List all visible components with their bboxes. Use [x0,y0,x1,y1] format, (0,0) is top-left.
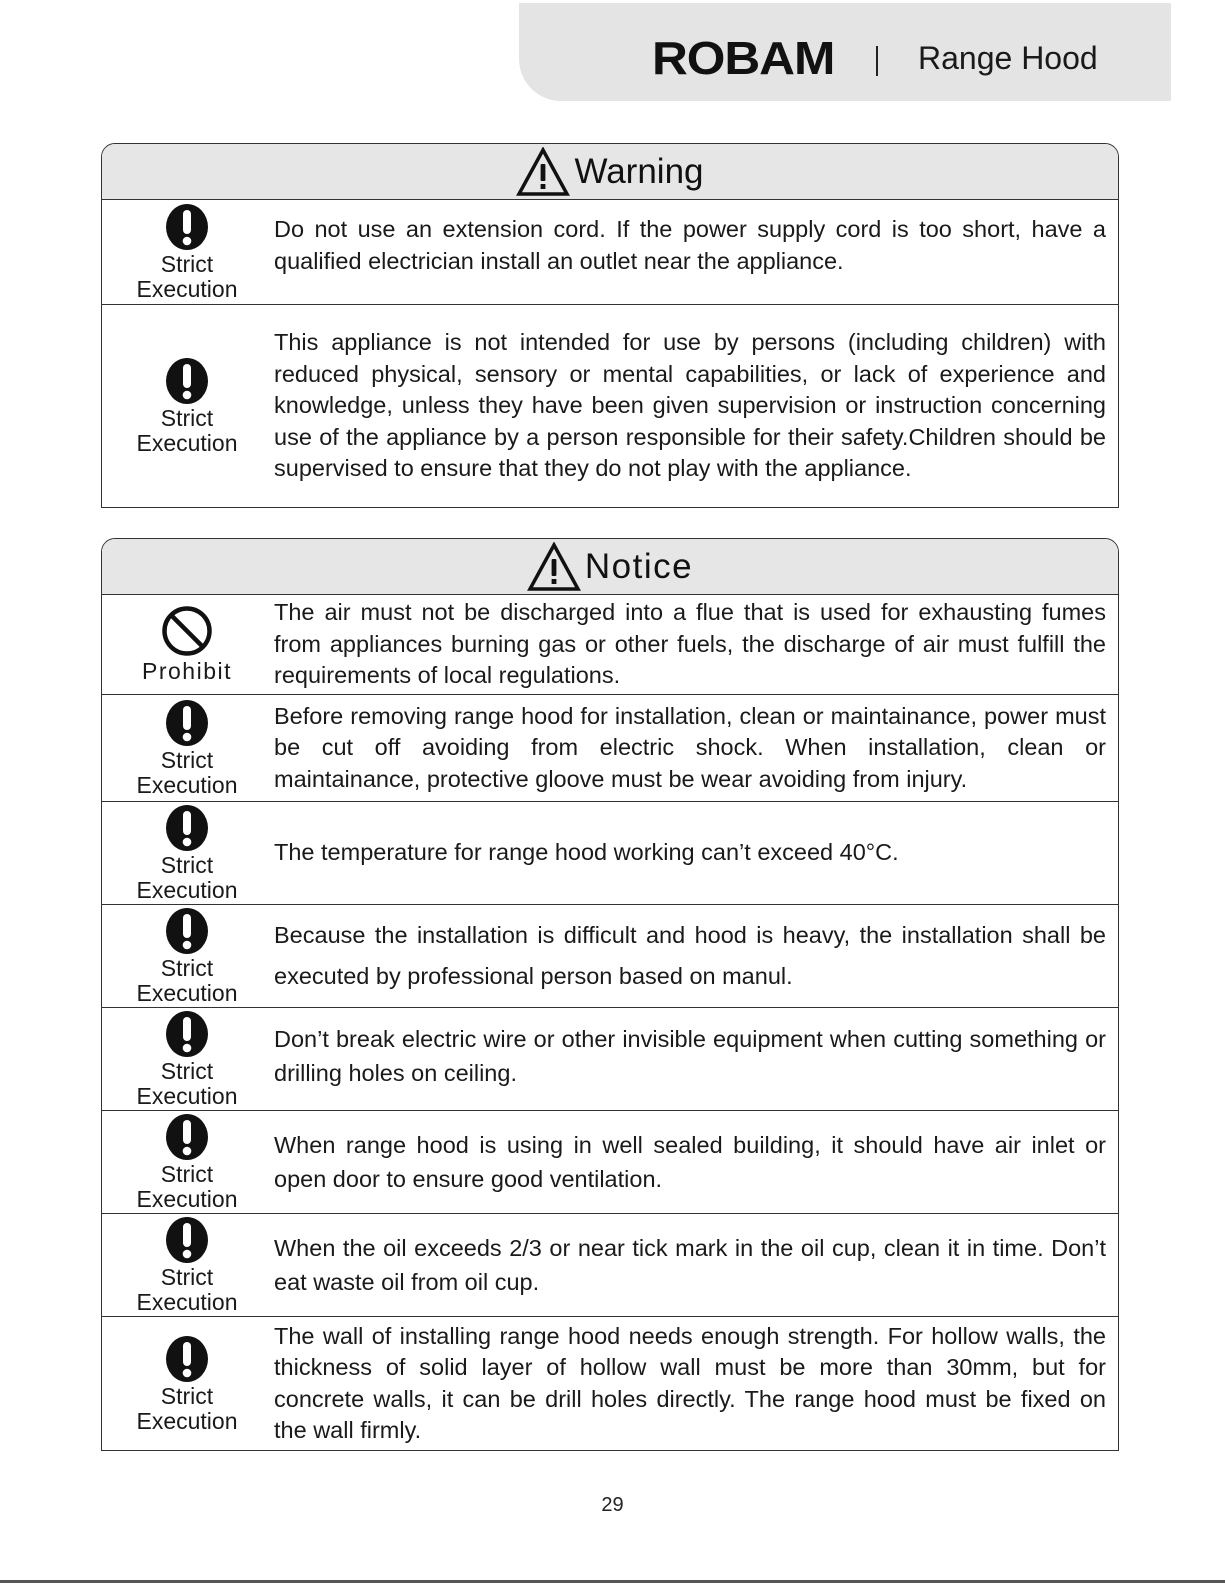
warning-row [102,200,1118,305]
symbol-label: Strict [160,747,214,773]
instruction-text: When the oil exceeds 2/3 or near tick mark in the oil cup, clean it in time. Don’t eat waste oil from oil cup. [274,1235,1106,1295]
product-name: Range Hood [918,40,1098,76]
symbol-cell [102,695,272,801]
instruction-text-cell [272,802,1118,904]
brand-logo: ROBAM [652,32,835,84]
notice-row [102,695,1118,802]
symbol-label: Strict [160,852,214,878]
page-number: 29 [601,1494,624,1516]
strict-execution-icon [164,803,210,853]
symbol-label: Execution [136,980,238,1006]
symbol-label: Execution [136,1289,238,1315]
instruction-text: The wall of installing range hood needs enough strength. For hollow walls, the thickness of solid layer of hollow wall must be more than 30mm, but for concrete walls, it can be drill holes directly. The range hood must be fixed on the wall firmly. [274,1322,1106,1443]
symbol-label: Strict [160,405,214,431]
symbol-label: Execution [136,772,238,798]
header-divider [876,46,878,76]
instruction-text-cell [272,305,1118,507]
symbol-label: Prohibit [142,658,232,684]
strict-execution-icon [164,906,210,956]
strict-execution-icon [164,202,210,252]
symbol-label: Strict [160,1264,214,1290]
instruction-text: The temperature for range hood working can’t exceed 40°C. [274,839,899,866]
instruction-text-cell [272,595,1118,694]
notice-title: Notice [584,546,694,586]
strict-execution-icon [164,1215,210,1265]
warning-title: Warning [574,151,704,191]
notice-row [102,1008,1118,1111]
prohibit-icon [161,605,213,657]
symbol-label: Strict [160,1161,214,1187]
notice-row [102,1317,1118,1450]
symbol-label: Execution [136,1083,238,1109]
strict-execution-icon [164,1009,210,1059]
symbol-label: Execution [136,1407,238,1434]
instruction-text-cell [272,905,1118,1007]
notice-row [102,802,1118,905]
instruction-text-cell [272,200,1118,304]
notice-row [102,1111,1118,1214]
warning-triangle-icon [516,147,570,197]
symbol-cell [102,305,272,507]
symbol-cell [102,200,272,304]
symbol-cell [102,1317,272,1450]
notice-row [102,905,1118,1008]
instruction-text-cell [272,1214,1118,1316]
instruction-text-cell [272,1317,1118,1450]
symbol-label: Execution [136,1186,238,1212]
strict-execution-icon [164,1112,210,1162]
instruction-text: Don’t break electric wire or other invisible equipment when cutting something or drilling holes on ceiling. [274,1026,1106,1086]
instruction-text-cell [272,695,1118,801]
symbol-label: Strict [160,1382,214,1409]
symbol-cell [102,1111,272,1213]
notice-header [102,539,1118,595]
instruction-text: This appliance is not intended for use by persons (including children) with reduced physical, sensory or mental capabilities, or lack of experience and knowledge, unless they have been given supervision or instruction concerning use of the appliance by a person responsible for their safety.Children should be supervised to ensure that they do not play with the appliance. [274,329,1106,482]
notice-row [102,1214,1118,1317]
symbol-cell [102,1008,272,1110]
symbol-label: Execution [136,877,238,903]
instruction-text: Do not use an extension cord. If the power supply cord is too short, have a qualified electrician install an outlet near the appliance. [274,216,1106,274]
symbol-label: Strict [160,1058,214,1084]
instruction-text: The air must not be discharged into a flue that is used for exhausting fumes from appliances burning gas or other fuels, the discharge of air must fulfill the requirements of local regulations. [274,599,1106,689]
notice-row [102,595,1118,695]
strict-execution-icon [164,356,210,406]
symbol-label: Strict [160,251,214,277]
instruction-text: Because the installation is difficult and hood is heavy, the installation shall be executed by professional person based on manul. [274,922,1106,989]
instruction-text-cell [272,1008,1118,1110]
symbol-label: Execution [136,430,238,456]
warning-section [101,143,1119,508]
warning-row [102,305,1118,507]
bottom-rule [0,1580,1225,1583]
symbol-label: Execution [136,276,238,302]
instruction-text: When range hood is using in well sealed building, it should have air inlet or open door to ensure good ventilation. [274,1132,1106,1192]
symbol-cell [102,1214,272,1316]
instruction-text: Before removing range hood for installation, clean or maintainance, power must be cut off avoiding from electric shock. When installation, clean or maintainance, protective gloove must be wear avoiding from injury. [274,702,1106,792]
notice-section [101,538,1119,1451]
warning-header [102,144,1118,200]
strict-execution-icon [164,1334,210,1384]
instruction-text-cell [272,1111,1118,1213]
symbol-label: Strict [160,955,214,981]
strict-execution-icon [164,698,210,748]
symbol-cell [102,595,272,694]
warning-triangle-icon [527,542,581,592]
symbol-cell [102,905,272,1007]
symbol-cell [102,802,272,904]
